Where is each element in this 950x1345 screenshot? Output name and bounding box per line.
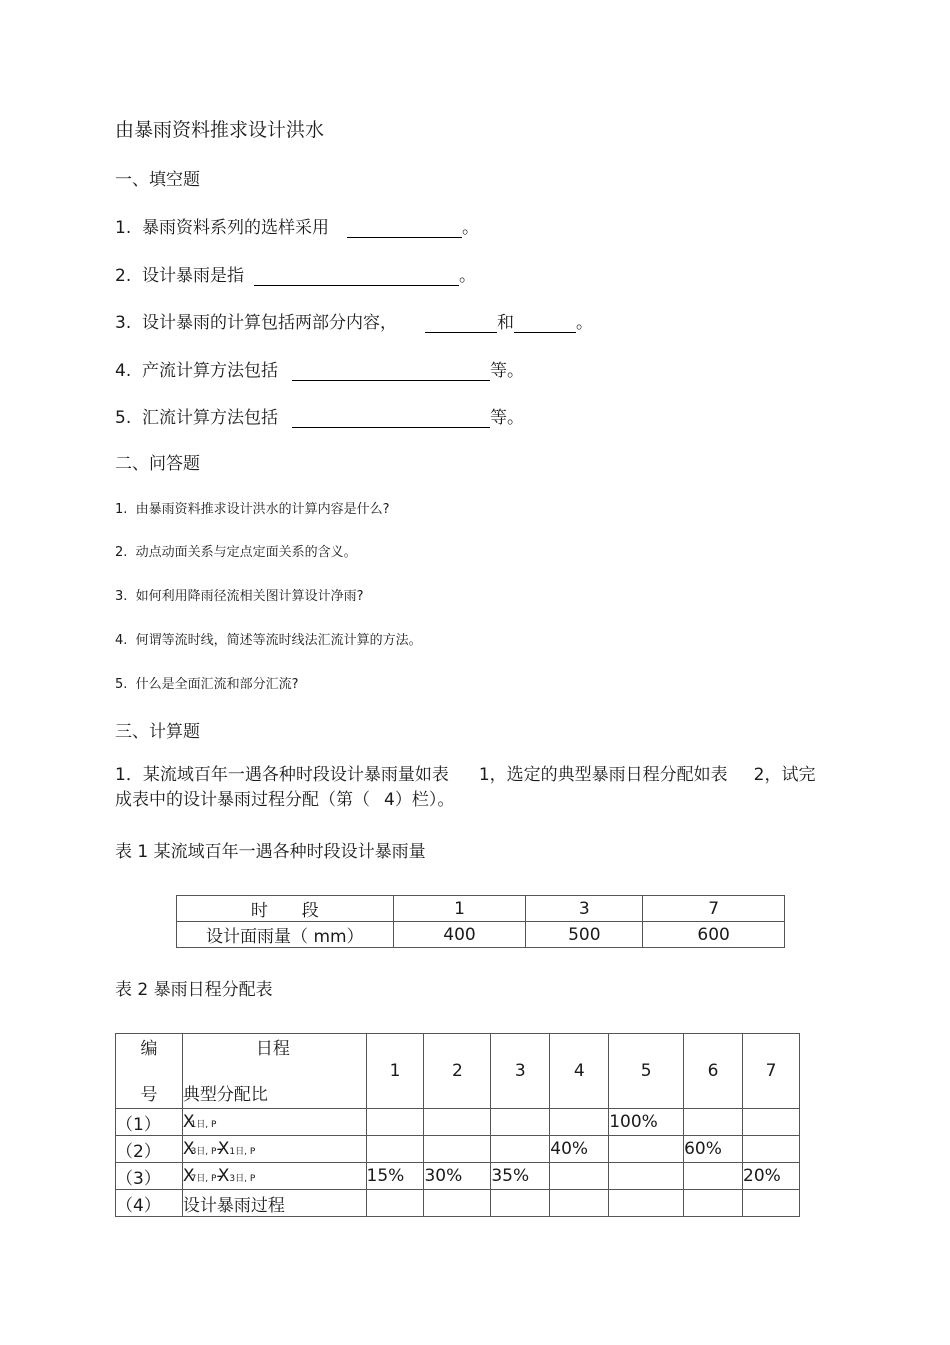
row-no: （2） (116, 1136, 183, 1163)
table-cell (609, 1163, 684, 1190)
fill-question-5: 5. 汇流计算方法包括 等。 (115, 408, 525, 428)
row-no: （4） (116, 1190, 183, 1217)
header-day: 4 (550, 1034, 609, 1109)
row-label: X1日, P (182, 1109, 366, 1136)
table-row (177, 922, 785, 948)
table-cell: 40% (550, 1136, 609, 1163)
qa-question-4: 4. 何谓等流时线，简述等流时线法汇流计算的方法。 (115, 633, 422, 648)
table-cell: 500 (526, 922, 643, 948)
table-cell: 7 (643, 896, 785, 922)
table-cell: 设计面雨量（ mm） (177, 922, 394, 948)
header-day: 6 (684, 1034, 743, 1109)
table-cell (491, 1136, 550, 1163)
header-day: 2 (424, 1034, 491, 1109)
row-no: （1） (116, 1109, 183, 1136)
table-cell[interactable] (550, 1190, 609, 1217)
table-cell: 20% (743, 1163, 800, 1190)
row-no: （3） (116, 1163, 183, 1190)
table-row (116, 1109, 800, 1136)
table-cell (424, 1109, 491, 1136)
calc-problem-line-2: 成表中的设计暴雨过程分配（第（ 4）栏）。 (115, 790, 455, 810)
table-row (116, 1190, 800, 1217)
table-cell (550, 1109, 609, 1136)
table-cell[interactable] (491, 1190, 550, 1217)
table-row (177, 896, 785, 922)
header-day: 5 (609, 1034, 684, 1109)
qa-question-1: 1. 由暴雨资料推求设计洪水的计算内容是什么? (115, 502, 390, 517)
fill-question-3: 3. 设计暴雨的计算包括两部分内容， 和 。 (115, 313, 594, 333)
table-cell (550, 1163, 609, 1190)
section-heading-calc: 三、计算题 (115, 722, 200, 742)
answer-blank[interactable] (425, 314, 497, 333)
table-cell: 400 (393, 922, 526, 948)
row-label: X3日, P-X 1日, P (182, 1136, 366, 1163)
section-heading-qa: 二、问答题 (115, 454, 200, 474)
table-cell: 15% (366, 1163, 424, 1190)
header-day: 1 (366, 1034, 424, 1109)
answer-blank[interactable] (347, 219, 462, 238)
table-cell (743, 1136, 800, 1163)
page-title: 由暴雨资料推求设计洪水 (115, 119, 325, 141)
table-cell: 60% (684, 1136, 743, 1163)
table-cell: 时 段 (177, 896, 394, 922)
answer-blank[interactable] (514, 314, 576, 333)
section-heading-fill-blank: 一、填空题 (115, 170, 200, 190)
table-cell (609, 1136, 684, 1163)
table-design-rainfall (176, 895, 785, 948)
table-cell[interactable] (424, 1190, 491, 1217)
table-cell: 100% (609, 1109, 684, 1136)
table-cell: 600 (643, 922, 785, 948)
table-cell: 1 (393, 896, 526, 922)
header-schedule: 日程 典型分配比 (182, 1034, 366, 1109)
answer-blank[interactable] (254, 267, 459, 286)
table-cell[interactable] (684, 1190, 743, 1217)
table-2-caption: 表 2 暴雨日程分配表 (115, 980, 273, 1000)
table-header-row (116, 1034, 800, 1109)
table-cell (491, 1109, 550, 1136)
calc-problem-line-1: 1．某流域百年一遇各种时段设计暴雨量如表 1，选定的典型暴雨日程分配如表 2，试完 (115, 765, 816, 785)
table-cell[interactable] (743, 1190, 800, 1217)
fill-question-1: 1. 暴雨资料系列的选样采用 。 (115, 218, 480, 238)
row-label: X7日, P-X 3日, P (182, 1163, 366, 1190)
table-cell (366, 1136, 424, 1163)
table-cell: 3 (526, 896, 643, 922)
table-cell[interactable] (366, 1190, 424, 1217)
table-cell: 35% (491, 1163, 550, 1190)
qa-question-2: 2. 动点动面关系与定点定面关系的含义。 (115, 545, 357, 560)
table-1-caption: 表 1 某流域百年一遇各种时段设计暴雨量 (115, 842, 426, 862)
answer-blank[interactable] (292, 362, 490, 381)
table-cell (684, 1163, 743, 1190)
fill-question-4: 4. 产流计算方法包括 等。 (115, 361, 525, 381)
table-cell: 30% (424, 1163, 491, 1190)
answer-blank[interactable] (292, 409, 490, 428)
table-row (116, 1136, 800, 1163)
table-row (116, 1163, 800, 1190)
row-label: 设计暴雨过程 (182, 1190, 366, 1217)
qa-question-3: 3. 如何利用降雨径流相关图计算设计净雨? (115, 589, 364, 604)
table-rain-distribution (115, 1033, 800, 1217)
table-cell (366, 1109, 424, 1136)
table-cell (684, 1109, 743, 1136)
fill-question-2: 2. 设计暴雨是指 。 (115, 266, 477, 286)
table-cell (743, 1109, 800, 1136)
header-no: 编 号 (116, 1034, 183, 1109)
qa-question-5: 5. 什么是全面汇流和部分汇流? (115, 677, 299, 692)
header-day: 3 (491, 1034, 550, 1109)
table-cell (424, 1136, 491, 1163)
table-cell[interactable] (609, 1190, 684, 1217)
header-day: 7 (743, 1034, 800, 1109)
